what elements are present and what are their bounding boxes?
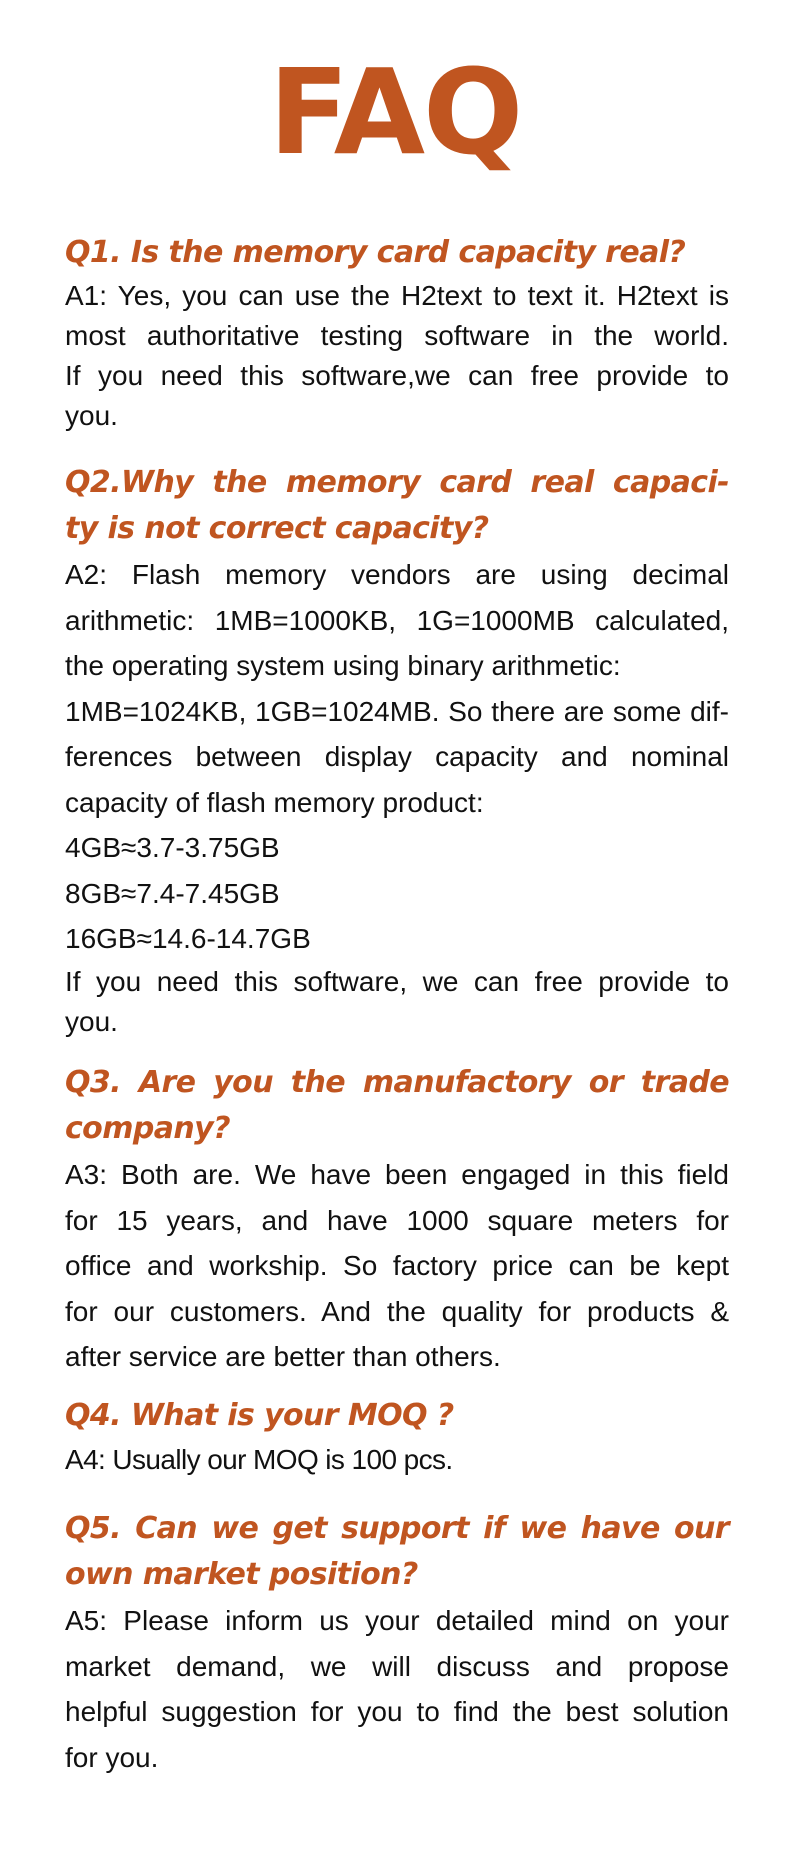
answer-3-line: for our customers. And the quality for products & <box>65 1295 729 1327</box>
answer-2-tail-line: If you need this software, we can free provide to <box>65 965 729 997</box>
answer-2-line: the operating system using binary arithmetic: <box>65 650 621 681</box>
answer-1-line: If you need this software,we can free provide to <box>65 360 729 391</box>
answer-3-line: office and workship. So factory price can be kept <box>65 1250 729 1281</box>
faq-item-2 <box>65 460 729 1042</box>
answer-5-line: A5: Please inform us your detailed mind on your <box>65 1605 729 1636</box>
question-5-line: own market position? <box>65 1557 418 1592</box>
answer-5-line: for you. <box>65 1741 159 1773</box>
question-2-line: Q2.Why the memory card real capaci- <box>65 465 729 500</box>
faq-item-3 <box>65 1060 729 1380</box>
question-1: Q1. Is the memory card capacity real? <box>65 235 686 270</box>
answer-5-line: market demand, we will discuss and propose <box>65 1650 729 1682</box>
question-3 <box>65 1060 729 1152</box>
question-4: Q4. What is your MOQ ? <box>65 1398 454 1433</box>
answer-2-line: 1MB=1024KB, 1GB=1024MB. So there are some dif- <box>65 695 729 727</box>
capacity-16gb: 16GB≈14.6-14.7GB <box>65 923 311 954</box>
answer-1-line: A1: Yes, you can use the H2text to text it. H2text is <box>65 280 729 311</box>
page-title: FAQ <box>268 43 522 181</box>
capacity-4gb: 4GB≈3.7-3.75GB <box>65 832 280 863</box>
faq-item-4 <box>65 1393 729 1481</box>
answer-4: A4: Usually our MOQ is 100 pcs. <box>65 1444 453 1475</box>
question-5-line: Q5. Can we get support if we have our <box>65 1511 729 1546</box>
answer-3-line: for 15 years, and have 1000 square meters for <box>65 1204 729 1236</box>
question-2-line: ty is not correct capacity? <box>65 511 489 546</box>
answer-2-line: A2: Flash memory vendors are using decimal <box>65 559 729 590</box>
question-3-line: company? <box>65 1111 230 1146</box>
capacity-8gb: 8GB≈7.4-7.45GB <box>65 877 280 909</box>
question-2 <box>65 460 729 552</box>
answer-2-tail-line: you. <box>65 1005 118 1037</box>
answer-5-line: helpful suggestion for you to find the best solution <box>65 1696 729 1727</box>
faq-item-1 <box>65 230 729 436</box>
answer-3 <box>65 1152 729 1380</box>
question-3-line: Q3. Are you the manufactory or trade <box>65 1065 729 1100</box>
answer-1-line: you. <box>65 400 118 431</box>
answer-2 <box>65 552 729 962</box>
answer-1-line: most authoritative testing software in the world. <box>65 320 729 351</box>
answer-2-line: arithmetic: 1MB=1000KB, 1G=1000MB calculated, <box>65 604 729 636</box>
answer-3-line: A3: Both are. We have been engaged in this field <box>65 1159 729 1190</box>
answer-2-line: ferences between display capacity and nominal <box>65 741 729 772</box>
answer-3-line: after service are better than others. <box>65 1341 501 1372</box>
question-5 <box>65 1506 729 1598</box>
answer-5 <box>65 1598 729 1780</box>
faq-item-5 <box>65 1506 729 1780</box>
answer-2-line: capacity of flash memory product: <box>65 786 484 818</box>
answer-2-tail <box>65 962 729 1042</box>
answer-1 <box>65 276 729 436</box>
